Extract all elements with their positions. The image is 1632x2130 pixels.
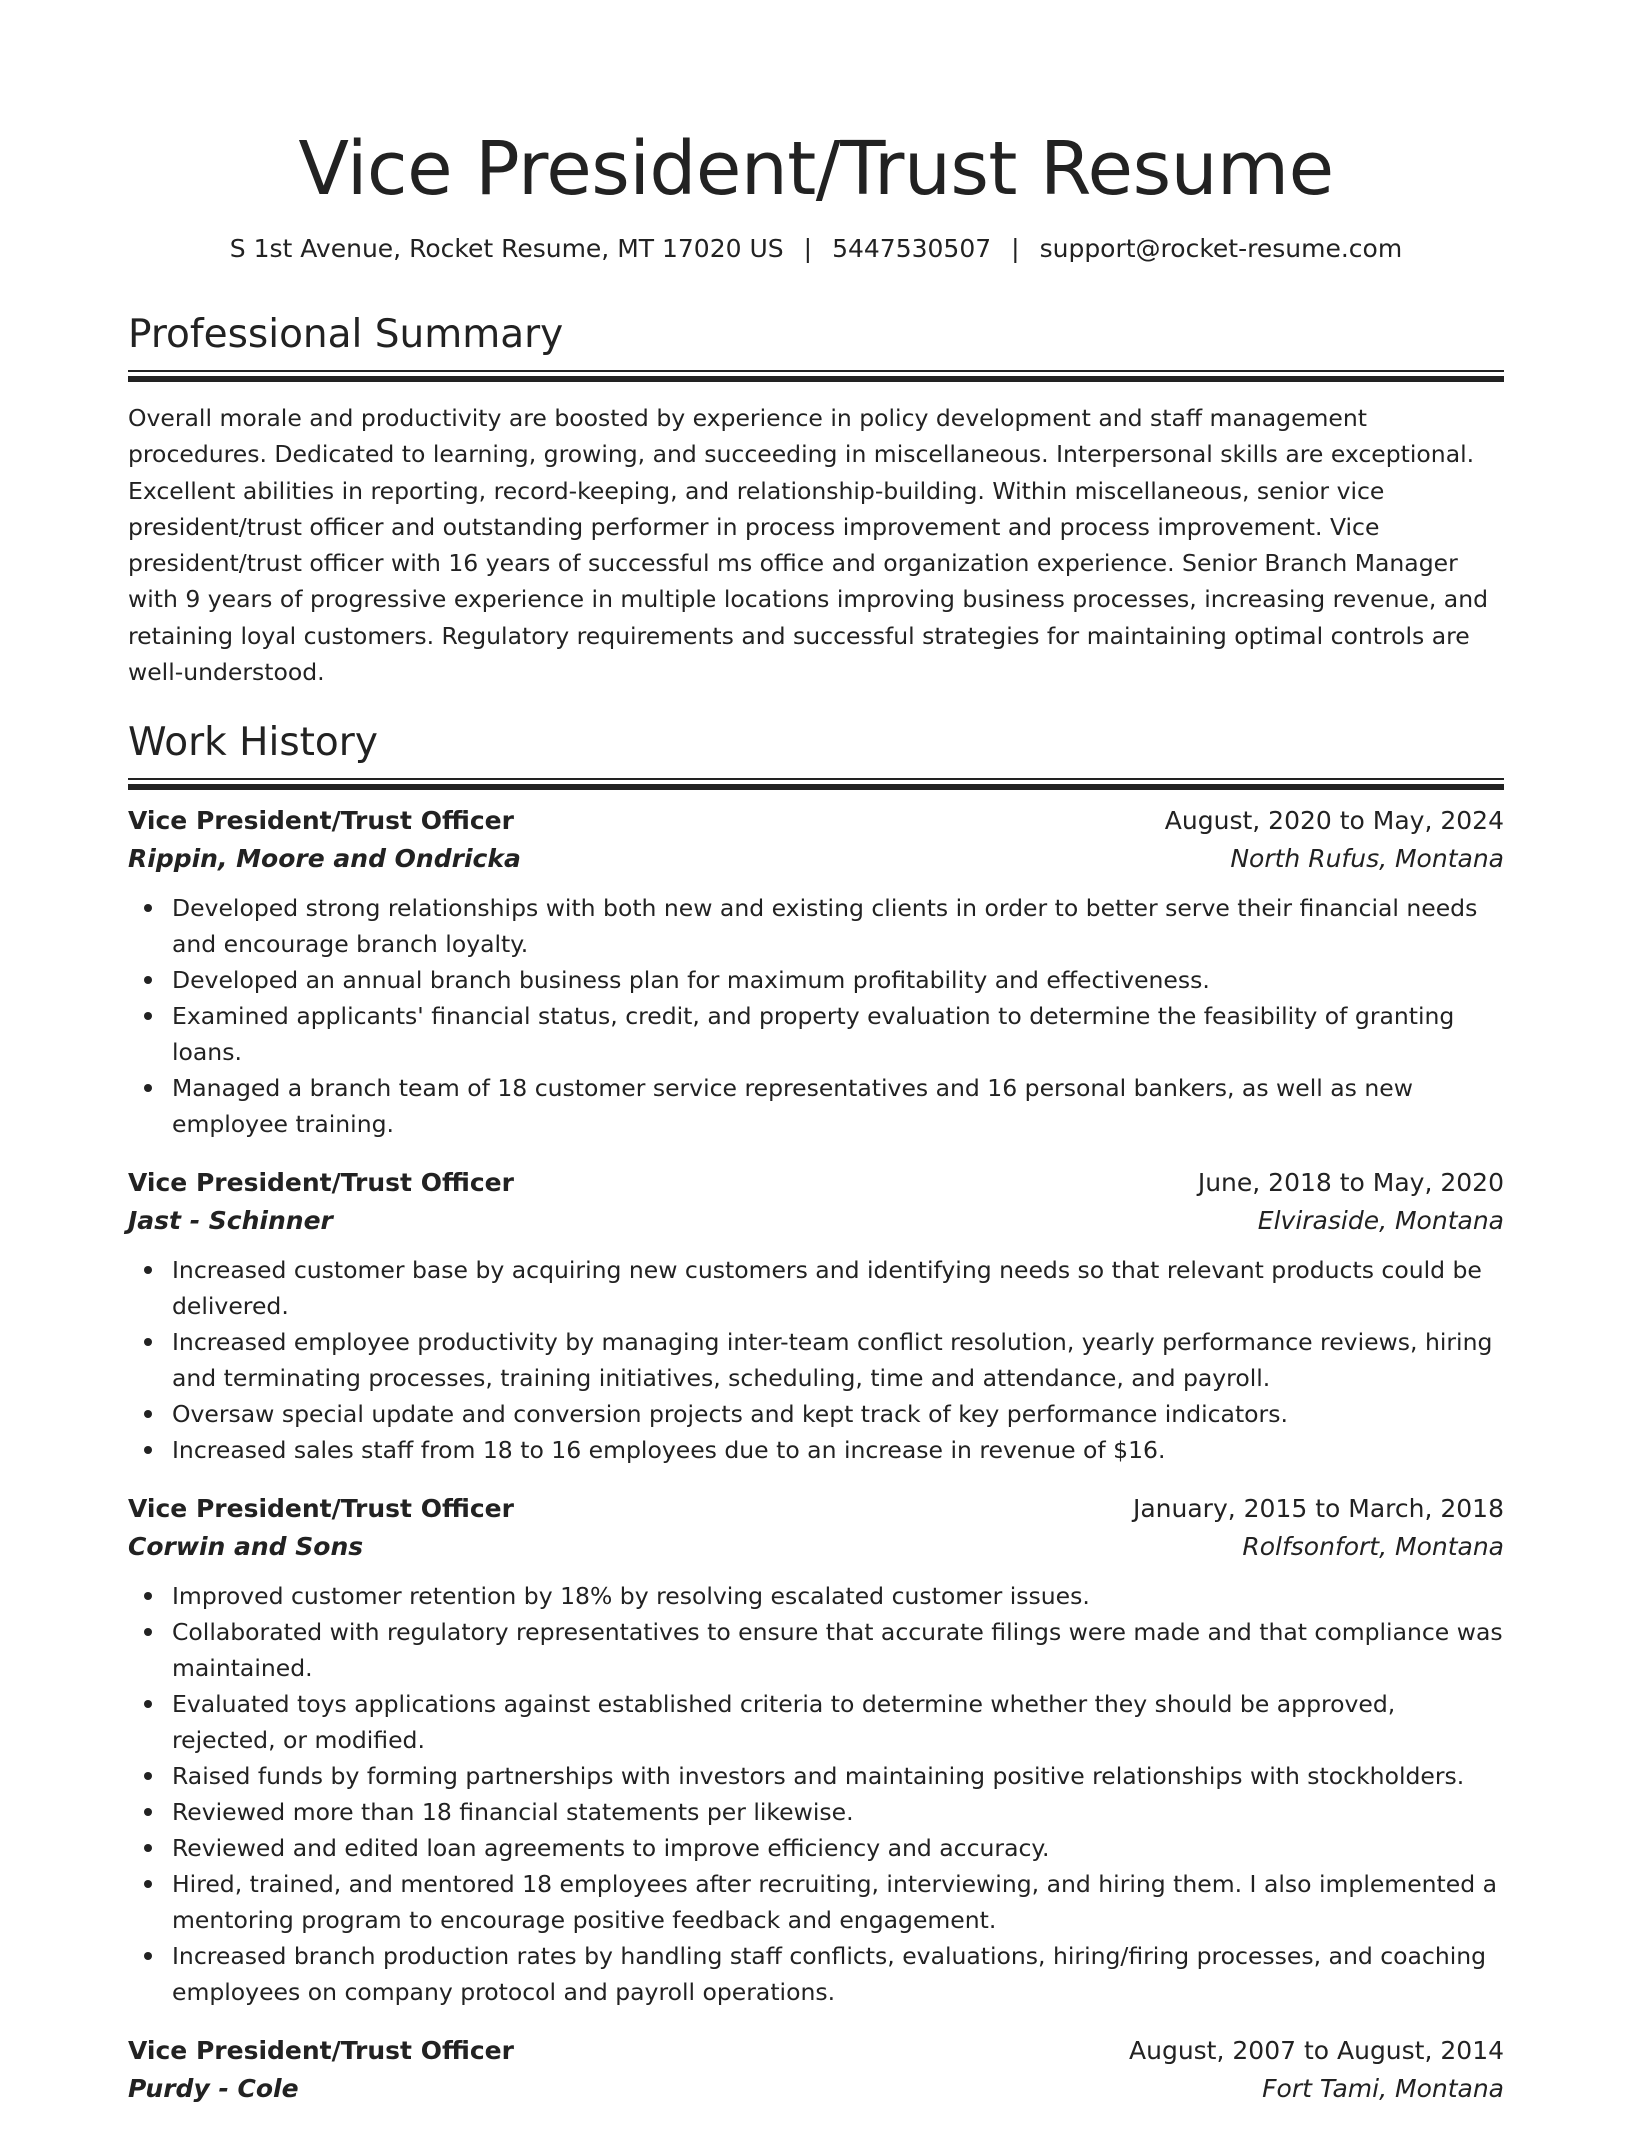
- job-bullet: Examined applicants' financial status, credit, and property evaluation to determine the feasibility of granting loans.: [128, 998, 1504, 1070]
- job-location: Fort Tami, Montana: [1262, 2074, 1504, 2104]
- divider-thick-line: [128, 376, 1504, 382]
- job-bullet: Hired, trained, and mentored 18 employees after recruiting, interviewing, and hiring them. I also implemented a mentoring program to encourage positive feedback and engagement.: [128, 1866, 1504, 1938]
- job-dates: June, 2018 to May, 2020: [1197, 1168, 1504, 1198]
- job-header-row: [128, 2032, 1504, 2070]
- divider-thick-line: [128, 784, 1504, 790]
- contact-phone: 5447530507: [832, 234, 992, 263]
- job-header-row: [128, 1490, 1504, 1528]
- job-bullet: Developed an annual branch business plan for maximum profitability and effectiveness.: [128, 962, 1504, 998]
- job-bullet: Increased customer base by acquiring new customers and identifying needs so that relevant products could be delivered.: [128, 1252, 1504, 1324]
- job-bullet: Oversaw special update and conversion projects and kept track of key performance indicators.: [128, 1396, 1504, 1432]
- job-company-row: [128, 1202, 1504, 1240]
- job-dates: August, 2020 to May, 2024: [1164, 806, 1504, 836]
- job-title: Vice President/Trust Officer: [128, 1168, 514, 1198]
- section-heading-summary: Professional Summary: [128, 312, 564, 357]
- job-company: Jast - Schinner: [128, 1206, 333, 1236]
- job-entry: [128, 802, 1504, 1142]
- resume-page: [128, 0, 1504, 2130]
- job-bullet: Developed strong relationships with both new and existing clients in order to better serve their financial needs and encourage branch loyalty.: [128, 890, 1504, 962]
- section-divider: [128, 778, 1504, 790]
- job-bullet: Managed a branch team of 18 customer service representatives and 16 personal bankers, as well as new employee training.: [128, 1070, 1504, 1142]
- section-heading-work-history: Work History: [128, 720, 378, 766]
- job-location: Elviraside, Montana: [1257, 1206, 1504, 1236]
- job-entry: [128, 2032, 1504, 2108]
- job-bullet: Increased employee productivity by managing inter-team conflict resolution, yearly performance reviews, hiring and terminating processes, training initiatives, scheduling, time and attendance, and payroll.: [128, 1324, 1504, 1396]
- contact-separator: |: [803, 234, 813, 263]
- job-company-row: [128, 1528, 1504, 1566]
- job-list: [128, 802, 1504, 2108]
- job-bullet: Reviewed and edited loan agreements to improve efficiency and accuracy.: [128, 1830, 1504, 1866]
- job-bullet-list: [128, 890, 1504, 1142]
- job-bullet: Collaborated with regulatory representatives to ensure that accurate filings were made and that compliance was maintained.: [128, 1614, 1504, 1686]
- divider-thin-line: [128, 370, 1504, 372]
- contact-email: support@rocket-resume.com: [1039, 234, 1403, 263]
- contact-separator: |: [1011, 234, 1020, 263]
- job-title: Vice President/Trust Officer: [128, 2036, 514, 2066]
- job-dates: January, 2015 to March, 2018: [1132, 1494, 1504, 1524]
- contact-line: [128, 232, 1504, 266]
- job-header-row: [128, 1164, 1504, 1202]
- contact-address: S 1st Avenue, Rocket Resume, MT 17020 US: [229, 234, 784, 263]
- job-entry: [128, 1490, 1504, 2010]
- job-location: Rolfsonfort, Montana: [1242, 1532, 1504, 1562]
- divider-thin-line: [128, 778, 1504, 780]
- job-company: Rippin, Moore and Ondricka: [128, 844, 521, 874]
- work-history-section: [128, 718, 1504, 2108]
- job-location: North Rufus, Montana: [1230, 844, 1504, 874]
- job-entry: [128, 1164, 1504, 1468]
- job-dates: August, 2007 to August, 2014: [1129, 2036, 1504, 2066]
- job-bullet: Increased branch production rates by handling staff conflicts, evaluations, hiring/firing processes, and coaching employees on company protocol and payroll operations.: [128, 1938, 1504, 2010]
- job-header-row: [128, 802, 1504, 840]
- job-bullet-list: [128, 1252, 1504, 1468]
- job-bullet: Improved customer retention by 18% by resolving escalated customer issues.: [128, 1578, 1504, 1614]
- job-bullet: Raised funds by forming partnerships with investors and maintaining positive relationships with stockholders.: [128, 1758, 1504, 1794]
- job-company: Corwin and Sons: [128, 1532, 364, 1562]
- professional-summary-section: [128, 310, 1504, 690]
- summary-text: Overall morale and productivity are boosted by experience in policy development and staff management procedures. Dedicated to learning, growing, and succeeding in miscellaneous. Interpersonal skills are exceptional. Excellent abilities in reporting, record-keeping, and relationship-building. Within miscellaneous, senior vice president/trust officer and outstanding performer in process improvement and process improvement. Vice president/trust officer with 16 years of successful ms office and organization experience. Senior Branch Manager with 9 years of progressive experience in multiple locations improving business processes, increasing revenue, and retaining loyal customers. Regulatory requirements and successful strategies for maintaining optimal controls are well-understood.: [128, 404, 1489, 687]
- job-bullet-list: [128, 1578, 1504, 2010]
- job-company-row: [128, 2070, 1504, 2108]
- section-divider: [128, 370, 1504, 382]
- job-company-row: [128, 840, 1504, 878]
- job-bullet: Reviewed more than 18 financial statements per likewise.: [128, 1794, 1504, 1830]
- job-title: Vice President/Trust Officer: [128, 806, 514, 836]
- job-title: Vice President/Trust Officer: [128, 1494, 514, 1524]
- job-bullet: Evaluated toys applications against established criteria to determine whether they should be approved, rejected, or modified.: [128, 1686, 1504, 1758]
- resume-title: Vice President/Trust Resume: [298, 126, 1334, 212]
- job-company: Purdy - Cole: [128, 2074, 299, 2104]
- job-bullet: Increased sales staff from 18 to 16 employees due to an increase in revenue of $16.: [128, 1432, 1504, 1468]
